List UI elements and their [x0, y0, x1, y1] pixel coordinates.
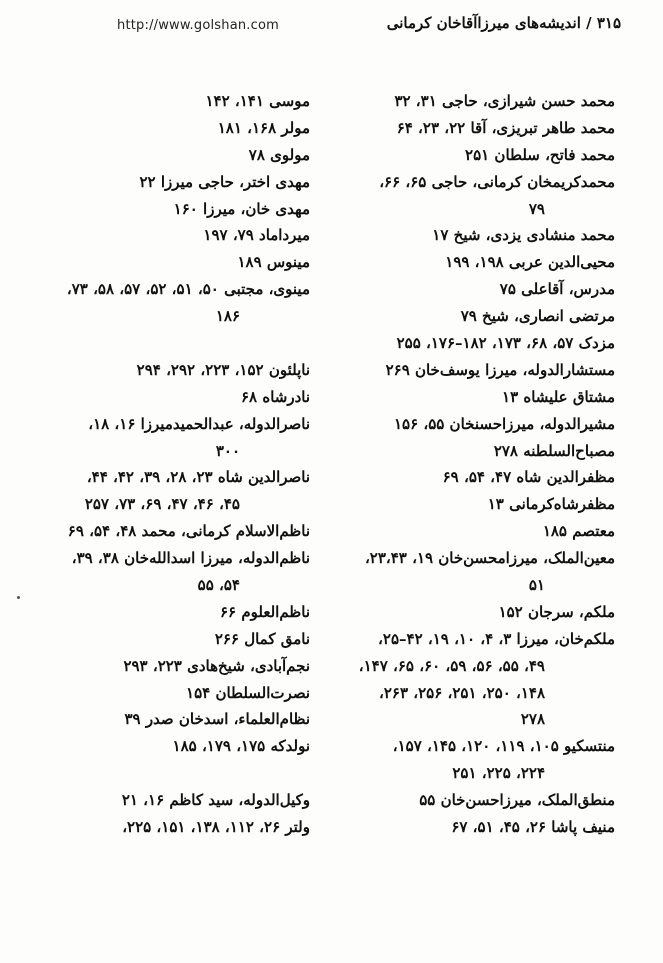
index-entry: مظفرالدین شاه ۴۷، ۵۴، ۶۹ — [442, 468, 615, 487]
index-entry: ناصرالدوله، عبدالحمیدمیرزا ۱۶، ۱۸، — [88, 414, 310, 433]
index-entry: مرتضی انصاری، شیخ ۷۹ — [460, 307, 615, 326]
index-entry: وکیل‌الدوله، سید کاظم ۱۶، ۲۱ — [121, 791, 310, 810]
index-entry: نظام‌العلماء، اسدخان صدر ۳۹ — [124, 710, 310, 729]
index-entry: مولوی ۷۸ — [248, 145, 310, 164]
index-entry: مستشارالدوله، میرزا یوسف‌خان ۲۶۹ — [385, 360, 615, 379]
index-entry: منیف پاشا ۲۶، ۴۵، ۵۱، ۶۷ — [451, 818, 615, 837]
index-entry: مینوس ۱۸۹ — [237, 253, 310, 272]
index-entry: معین‌الملک، میرزامحسن‌خان ۱۹، ۲۳،۴۳، — [364, 549, 615, 568]
index-entry: ناپلئون ۱۵۲، ۲۲۳، ۲۹۲، ۲۹۴ — [136, 360, 310, 379]
index-entry: نولدکه ۱۷۵، ۱۷۹، ۱۸۵ — [172, 737, 310, 756]
section-gap — [20, 330, 310, 357]
section-gap — [20, 760, 310, 787]
index-entry: مشتاق علیشاه ۱۳ — [502, 387, 615, 406]
index-entry: ملکم‌خان، میرزا ۳، ۴، ۱۰، ۱۹، ۴۲–۲۵، — [378, 629, 615, 648]
index-entry-continuation: ۲۷۸ — [520, 710, 545, 729]
index-entry: مینوی، مجتبی ۵۰، ۵۱، ۵۲، ۵۷، ۵۸، ۷۳، — [66, 280, 310, 299]
running-head: ۳۱۵ / اندیشه‌های میرزاآقاخان کرمانی — [386, 14, 621, 32]
index-entry: محمد منشادی یزدی، شیخ ۱۷ — [432, 226, 615, 245]
index-entry: ناظم‌الاسلام کرمانی، محمد ۴۸، ۵۴، ۶۹ — [67, 522, 310, 541]
index-entry-continuation: ۱۸۶ — [215, 307, 240, 326]
index-entry: موسی ۱۴۱، ۱۴۲ — [205, 92, 310, 110]
index-entry: محمد حسن شیرازی، حاجی ۳۱، ۳۲ — [394, 92, 615, 110]
index-entry-continuation: ۵۴، ۵۵ — [197, 576, 240, 595]
index-entry: مدرس، آقاعلی ۷۵ — [499, 280, 615, 299]
index-entry: ناظم‌العلوم ۶۶ — [220, 602, 310, 621]
index-entry: منطق‌الملک، میرزاحسن‌خان ۵۵ — [419, 791, 615, 810]
index-entry: ولتر ۲۶، ۱۱۲، ۱۳۸، ۱۵۱، ۲۲۵، — [122, 818, 310, 837]
index-entry: نامق کمال ۲۶۶ — [214, 629, 310, 648]
index-entry: مظفرشاه‌کرمانی ۱۳ — [487, 495, 615, 514]
index-column-left — [20, 88, 310, 841]
source-url: http://www.golshan.com — [117, 18, 279, 33]
index-entry: مهدی اختر، حاجی میرزا ۲۲ — [139, 172, 310, 191]
index-entry: مشیرالدوله، میرزاحسنخان ۵۵، ۱۵۶ — [393, 414, 615, 433]
index-entry: نادرشاه ۶۸ — [240, 387, 310, 406]
index-entry: مزدک ۵۷، ۶۸، ۱۷۳، ۱۸۲–۱۷۶، ۲۵۵ — [396, 334, 615, 353]
index-entry-continuation: ۱۴۸، ۲۵۰، ۲۵۱، ۲۵۶، ۲۶۳، — [378, 683, 545, 702]
index-entry: نصرت‌السلطان ۱۵۴ — [186, 683, 310, 702]
index-entry-continuation: ۵۱ — [528, 576, 545, 595]
index-entry: محمد فاتح، سلطان ۲۵۱ — [465, 145, 615, 164]
index-entry: محمد طاهر تبریزی، آقا ۲۲، ۲۳، ۶۴ — [396, 118, 615, 137]
page-header — [0, 0, 663, 60]
margin-mark — [17, 596, 20, 599]
index-entry-continuation: ۴۹، ۵۵، ۵۶، ۵۹، ۶۰، ۶۵، ۱۴۷، — [358, 656, 545, 675]
index-entry-continuation: ۳۰۰ — [215, 441, 240, 460]
index-entry: محمدکریمخان کرمانی، حاجی ۶۵، ۶۶، — [379, 172, 615, 191]
index-entry: نجم‌آبادی، شیخ‌هادی ۲۲۳، ۲۹۳ — [123, 656, 310, 675]
index-entry: محیی‌الدین عربی ۱۹۸، ۱۹۹ — [445, 253, 615, 272]
index-entry: منتسکیو ۱۰۵، ۱۱۹، ۱۲۰، ۱۴۵، ۱۵۷، — [392, 737, 615, 756]
index-entry: مولر ۱۶۸، ۱۸۱ — [217, 118, 310, 137]
index-entry-continuation: ۴۵، ۴۶، ۴۷، ۶۹، ۷۳، ۲۵۷ — [84, 495, 240, 514]
index-entry-continuation: ۲۲۴، ۲۲۵، ۲۵۱ — [452, 764, 545, 783]
index-column-right — [340, 88, 615, 841]
index-entry: معتصم ۱۸۵ — [542, 522, 615, 541]
index-entry: مصباح‌السلطنه ۲۷۸ — [493, 441, 615, 460]
index-entry: ملکم، سرجان ۱۵۲ — [498, 602, 615, 621]
index-entry: میرداماد ۷۹، ۱۹۷ — [203, 226, 310, 245]
index-entry: ناصرالدین شاه ۲۳، ۲۸، ۳۹، ۴۲، ۴۴، — [86, 468, 310, 487]
index-entry-continuation: ۷۹ — [528, 199, 545, 218]
index-entry: ناظم‌الدوله، میرزا اسدالله‌خان ۳۸، ۳۹، — [71, 549, 310, 568]
index-entry: مهدی خان، میرزا ۱۶۰ — [173, 199, 310, 218]
